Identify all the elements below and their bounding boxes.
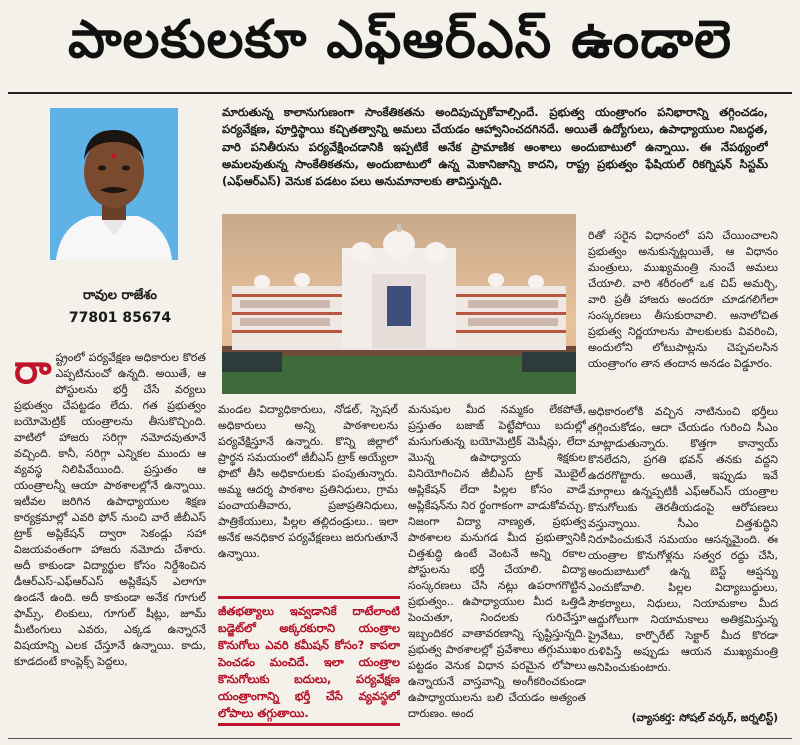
column-1-text: ష్ట్రంలో పర్యవేక్షణ అధికారుల కొరత ఎప్పటినుంచో ఉన్నది. అయితే, ఆ పోస్టులను భర్తీ చేసే వర్యలు ప్రభుత్వం చేపట్టడం లేదు. గత ప్రభుత్వం బయోమెట్రిక్ యంత్రాలను తీసుకొచ్చింది. వాటిలో హాజరు సరిగ్గా నమోదవుతూనే వచ్చింది. కానీ, సరిగ్గా ఎన్నికల ముందు ఆ వ్యవస్థ నిలిపివేయింది. ప్రస్తుతం ఆ యంత్రాలన్నీ ఆయా పాఠశాలల్లోనే ఉన్నాయి. ఇటీవల జరిగిన ఉపాధ్యాయుల శిక్షణ కార్యక్రమాల్లో ఎవరి ఫోన్ నుంచి వారే జీబీఎస్ ట్రాక్ అప్లికేషన్ ద్వారా సెకండ్లు సహా విజయవంతంగా హాజరు నమోదు చేశారు. అదీ కాకుండా విద్యార్థుల కోసం నిర్దేశించిన డీఆర్ఎస్-ఎఫ్ఆర్ఎస్ అప్లికేషన్ ఎలాగూ ఉండనే ఉంది. అదీ కాకుండా అనేక గూగుల్ ఫామ్స్, లింకులు, గూగుల్ షీట్లు, జూమ్ మీటింగులు ఎవరు, ఎక్కడ ఉన్నారనే విషయాన్ని ఎలక చేస్తూనే ఉన్నాయి. కాదు, కూడదంటే కాంప్లెక్స్ పెద్దలు, (14, 351, 206, 668)
bottom-divider (8, 738, 792, 739)
article-column-2: మండల విద్యాధికారులు, నోడల్, స్పెషల్ అధికారులు అన్ని పాఠశాలలను పర్యవేక్షిస్తూనే ఉన్నారు. కొన్ని జిల్లాలో ప్రార్థన సమయంలో జీబీఎస్ ట్రాక్ అయ్యేలా ఫొటో తీసి అధికారులకు పంపుతున్నారు. అమ్మ ఆదర్శ పాఠశాల ప్రతినిధులు, గ్రామ పంచాయతీవారు, ప్రజాప్రతినిధులు, పాత్రికేయులు, పిల్లల తల్లిదండ్రులు.. ఇలా అనేక అనధికార పర్యవేక్షణలు జరుగుతూనే ఉన్నాయి. (218, 403, 398, 560)
article-column-4: రితో సరైన విధానంలో పని చేయించాలని ప్రభుత్వం అనుకున్నట్లయితే, ఆ విధానం మంత్రులు, ముఖ్యమంత్రి నుంచే అమలు చేయాలి. వారి శరీరంలో ఒక చిప్ అమర్చి, వారి ప్రతీ హాజరు అందరూ చూడగలిగేలా సంస్కరణలు తీసుకురావాలి. అనాలోచిత ప్రభుత్వ నిర్ణయాలను పాలకులకు వివరించి, అందులోని లోటుపాట్లను చెప్పవలసిన యంత్రాంగం తాన తందాన అనడం విడ్డూరం. (588, 229, 778, 370)
author-name: రావుల రాజేశం (83, 288, 157, 303)
author-credit: (వ్యాసకర్త: సోషల్ వర్కర్, జర్నలిస్ట్) (631, 712, 778, 724)
author-portrait-image (50, 108, 178, 260)
article-column-5: అధికారంలోకి వచ్చిన నాటినుంచి భర్తీలు తగ్గించుకోడం, ఆదా చేయడం గురించి సీఎం మాట్లాడుతున్నారు. కొత్తగా కాన్వాయ్ కొనలేదని, ప్రగతి భవన్ తనకు వద్దని ఉదరగొట్టారు. అయితే, ఇప్పుడు ఇవే మార్గాలు ఉన్నప్పటికీ ఎఫ్ఆర్ఎస్ యంత్రాల కొనుగోలుకు తెరతీయడంపై ఆరోపణలు వస్తున్నాయి. సీఎం చిత్తశుద్ధిని నిరూపించుకునే సమయం ఆసన్నమైంది. ఈ యంత్రాల కొనుగోళ్లను సత్వర రద్దు చేసి, అందుబాటులో ఉన్న బెస్ట్ ఆప్షన్ను ఎంచుకోవాలి. పిల్లల విద్యాబుద్ధులు, సౌకర్యాలు, నిధులు, నియామకాల మీద ఆద్దుగోలుగా నియామకాలు అతిక్రమిస్తున్న ప్రైవేటు, కార్పొరేట్ సెక్టార్ మీద కొరడా రుళిపిస్తే అప్పుడు ఆయన ముఖ్యమంత్రి అనిపించుకుంటారు. (588, 405, 778, 674)
article-column-1 (14, 350, 206, 725)
headline: పాలకులకూ ఎఫ్ఆర్ఎస్ ఉండాలె (67, 9, 733, 70)
secretariat-building-image (222, 214, 576, 394)
secretariat-photo (222, 214, 576, 394)
intro-paragraph: మారుతున్న కాలానుగుణంగా సాంకేతికతను అందిపుచ్చుకోవాల్సిందే. ప్రభుత్వ యంత్రాంగం పనిభారాన్ని తగ్గించడం, పర్యవేక్షణ, పూర్తిస్థాయి కచ్చితత్వాన్ని అమలు చేయడం ఆహ్వానించదగినదే. అయితే ఉద్యోగులు, ఉపాధ్యాయుల నిబద్ధత, వారి పనితీరును పర్యవేక్షించడానికి ఇప్పటికే అనేక ప్రామాణిక అంశాలు అందుబాటులో ఉన్నాయి. ఈ నేపథ్యంలో అమలవుతున్న సాంకేతికతను, అందుబాటులో ఉన్న మెకానిజాన్ని కాదని, రాష్ట్ర ప్రభుత్వం ఫేషియల్ రికగ్నిషన్ సిస్టమ్ (ఎఫ్ఆర్ఎస్) వెనుక పడటం పలు అనుమానాలకు తావిస్తున్నది. (222, 105, 768, 189)
pull-quote: జీతభత్యాలు ఇవ్వడానికే దాటేలాంటి బడ్జెట్‌లో అక్కరకురాని యంత్రాల కొనుగోలు ఎవరి కమీషన్ కోసం? కాపలా పెంచడం మంచిదే. ఇలా యంత్రాల కొనుగోలుకు బదులు, పర్యవేక్షణ యంత్రాంగాన్ని భర్తీ చేసే వ్యవస్థలో లోపాలు తగ్గుతాయి. (218, 596, 400, 726)
drop-cap: రా (14, 350, 52, 393)
author-phone: 77801 85674 (68, 310, 172, 326)
headline-divider (8, 92, 792, 94)
author-photo (50, 108, 178, 260)
article-column-3: మనుషుల మీద నమ్మకం లేకపోతే, ప్రస్తుతం బజాజ్ పెట్టేపోయి బదుల్లో మసుగుతున్న బయోమెట్రిక్ మెషీన్లు, లేదా మొన్న ఉపాధ్యాయ శిక్షకుల వినియోగించిన జీబీఎస్ ట్రాక్ మొబైల్ అప్లికేషన్ లేదా పిల్లల కోసం వాడే అప్లికేషన్‌ను నిర ర్థంగాకంగా వాడుకోవచ్చు. నిజంగా విద్యా నాణ్యత, ప్రభుత్వ పాఠశాలల మనుగడ మీద ప్రభుత్వానికి చిత్తశుద్ధి ఉంటే వెంటనే అన్ని రకాల పోస్టులను భర్తీ చేయాలి. విద్యా సంస్కరణలు చేసి నట్లు ఉపరాగగొట్టిన ప్రభుత్వం.. ఉపాధ్యాయుల మీద ఒత్తిడి పెంచుతూ, నిందలకు గురిచేస్తూ ఇబ్బందికర వాతావరణాన్ని సృష్టిస్తున్నది. ప్రభుత్వ పాఠశాలల్లో ప్రవేశాలు తగ్గుముఖం పట్టడం వెనుక విధాన పరమైన లోపాలు ఉన్నాయనే వాస్తవాన్ని అంగీకరించకుండా ఉపాధ్యాయులను బలి చేయడం అత్యంత దారుణం. అంద (408, 403, 586, 720)
